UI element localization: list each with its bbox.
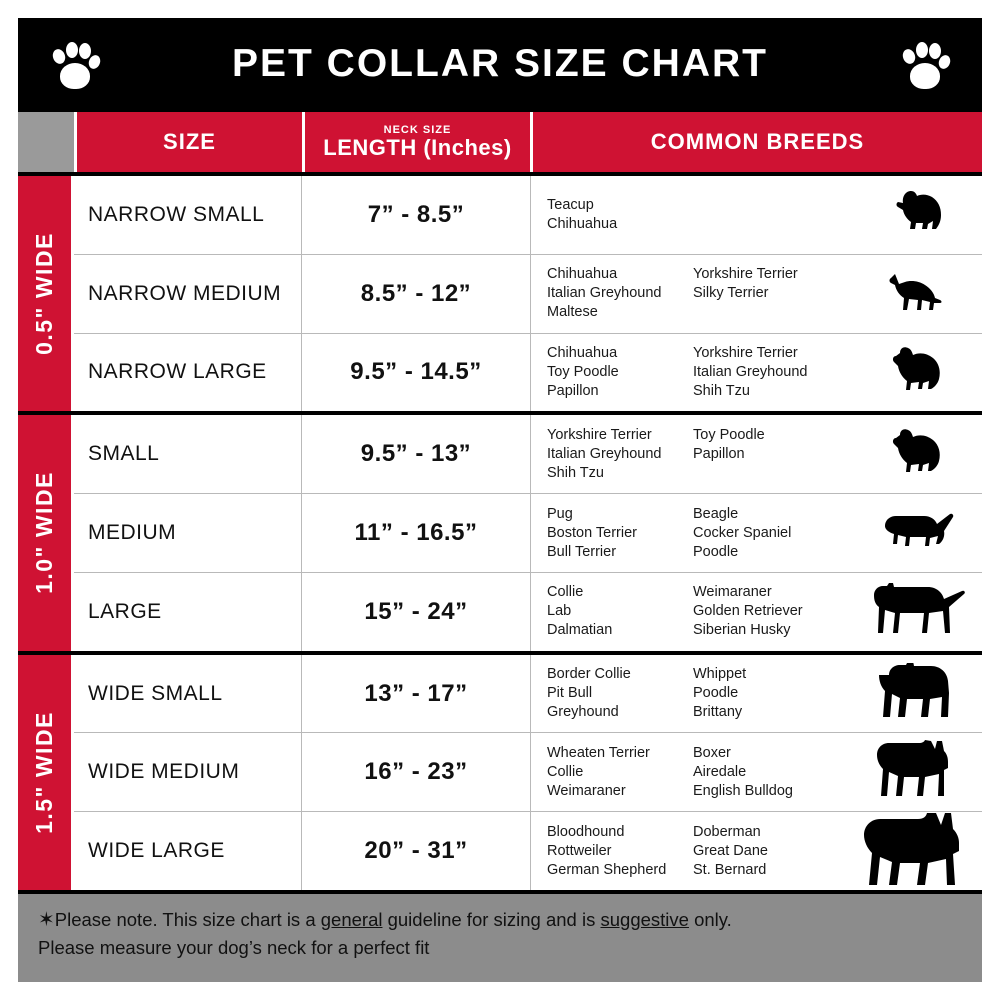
cell-length: 13” - 17” xyxy=(302,655,531,733)
table-row xyxy=(74,255,982,334)
breed-item: Bull Terrier xyxy=(547,543,617,560)
paw-icon xyxy=(898,37,952,91)
table-row xyxy=(74,573,982,651)
breed-item: Weimaraner xyxy=(693,584,772,601)
breed-column-2 xyxy=(693,426,839,483)
group-rows xyxy=(74,655,982,890)
group-width-label xyxy=(18,415,74,650)
footer-note xyxy=(18,890,982,982)
column-header-length xyxy=(305,112,533,172)
breed-item: Cocker Spaniel xyxy=(693,524,792,541)
size-table xyxy=(18,110,982,890)
breed-item: Airedale xyxy=(693,763,747,780)
footer-text-b: guideline for sizing and is xyxy=(382,909,601,930)
group-1-0-wide xyxy=(18,411,982,650)
dog-papillon-icon xyxy=(862,345,982,399)
breed-item: Whippet xyxy=(693,666,747,683)
table-row xyxy=(74,812,982,890)
breed-item: Silky Terrier xyxy=(693,285,769,302)
cell-size: SMALL xyxy=(74,415,302,493)
cell-length: 20” - 31” xyxy=(302,812,531,890)
breed-column-2 xyxy=(693,196,839,234)
cell-length: 8.5” - 12” xyxy=(302,255,531,333)
breed-item: Boxer xyxy=(693,744,731,761)
breed-item: English Bulldog xyxy=(693,782,793,799)
dog-retriever-icon xyxy=(862,583,982,641)
breed-item: St. Bernard xyxy=(693,861,767,878)
breed-item: Pit Bull xyxy=(547,685,593,702)
footer-text-a: Please note. This size chart is a xyxy=(54,909,321,930)
breed-item: Greyhound xyxy=(547,704,619,721)
page-title: PET COLLAR SIZE CHART xyxy=(232,42,768,85)
breed-item: Teacup xyxy=(547,196,594,213)
cell-breeds xyxy=(531,733,982,811)
dog-yorkie-icon xyxy=(862,189,982,241)
footer-underline-suggestive: suggestive xyxy=(600,909,689,930)
group-rows xyxy=(74,415,982,650)
breed-item: Papillon xyxy=(693,445,745,462)
breed-column-1 xyxy=(547,823,693,880)
breed-item: Siberian Husky xyxy=(693,622,791,639)
breed-column-2 xyxy=(693,344,839,401)
cell-breeds xyxy=(531,255,982,333)
breed-item: Rottweiler xyxy=(547,842,612,859)
breed-item: Weimaraner xyxy=(547,782,626,799)
breed-item: Bloodhound xyxy=(547,823,625,840)
paw-icon xyxy=(48,37,102,91)
table-row xyxy=(74,733,982,812)
cell-size: NARROW LARGE xyxy=(74,334,302,412)
group-width-label-text: 1.0" WIDE xyxy=(31,471,58,595)
breed-item: Golden Retriever xyxy=(693,603,803,620)
cell-length: 11” - 16.5” xyxy=(302,494,531,572)
footer-line-1 xyxy=(38,906,962,934)
breed-item: Boston Terrier xyxy=(547,524,637,541)
group-width-label xyxy=(18,655,74,890)
cell-breeds xyxy=(531,573,982,651)
breed-item: Yorkshire Terrier xyxy=(693,266,798,283)
breed-column-1 xyxy=(547,196,693,234)
asterisk-icon: ✶ xyxy=(38,909,55,931)
breed-column-2 xyxy=(693,505,839,562)
column-header-size: SIZE xyxy=(77,112,305,172)
breed-column-1 xyxy=(547,583,693,640)
cell-length: 15” - 24” xyxy=(302,573,531,651)
footer-text-c: only. xyxy=(688,909,732,930)
breed-column-2 xyxy=(693,744,839,801)
breed-item: Border Collie xyxy=(547,666,631,683)
breed-item: Italian Greyhound xyxy=(547,445,662,462)
breed-column-2 xyxy=(693,665,839,722)
breed-item: Papillon xyxy=(547,382,599,399)
breed-item: Lab xyxy=(547,603,572,620)
dog-doberman-icon xyxy=(862,811,982,891)
cell-breeds xyxy=(531,655,982,733)
breed-item: Shih Tzu xyxy=(547,464,604,481)
breed-item: Collie xyxy=(547,584,584,601)
breed-item: Italian Greyhound xyxy=(693,363,808,380)
cell-size: WIDE SMALL xyxy=(74,655,302,733)
chart-frame xyxy=(18,18,982,982)
column-header-breeds: COMMON BREEDS xyxy=(533,112,982,172)
breed-item: Toy Poodle xyxy=(693,426,765,443)
breed-item: Poodle xyxy=(693,543,739,560)
breed-item: Toy Poodle xyxy=(547,363,619,380)
cell-size: NARROW MEDIUM xyxy=(74,255,302,333)
breed-item: Shih Tzu xyxy=(693,382,750,399)
table-row xyxy=(74,415,982,494)
breed-column-1 xyxy=(547,744,693,801)
dog-chihuahua-icon xyxy=(862,268,982,320)
breed-item: Beagle xyxy=(693,505,739,522)
breed-column-1 xyxy=(547,344,693,401)
column-header-neck-size: NECK SIZE xyxy=(383,123,452,136)
breed-item: Brittany xyxy=(693,704,743,721)
cell-length: 7” - 8.5” xyxy=(302,176,531,254)
breed-item: Pug xyxy=(547,505,573,522)
breed-column-1 xyxy=(547,665,693,722)
footer-line-2: Please measure your dog’s neck for a perfect fit xyxy=(38,937,430,958)
table-row xyxy=(74,494,982,573)
breed-item: Italian Greyhound xyxy=(547,285,662,302)
breed-column-1 xyxy=(547,426,693,483)
cell-breeds xyxy=(531,415,982,493)
cell-breeds xyxy=(531,812,982,890)
cell-size: NARROW SMALL xyxy=(74,176,302,254)
breed-item: Chihuahua xyxy=(547,215,618,232)
table-row xyxy=(74,334,982,412)
cell-breeds xyxy=(531,334,982,412)
table-row xyxy=(74,655,982,734)
dog-pitbull-icon xyxy=(862,663,982,725)
breed-column-2 xyxy=(693,583,839,640)
breed-item: Chihuahua xyxy=(547,266,618,283)
group-width-label-text: 0.5" WIDE xyxy=(31,232,58,356)
cell-size: MEDIUM xyxy=(74,494,302,572)
chart-header xyxy=(18,18,982,110)
cell-breeds xyxy=(531,494,982,572)
breed-item: Yorkshire Terrier xyxy=(547,426,652,443)
header-spacer-cell xyxy=(18,112,77,172)
dog-beagle-icon xyxy=(862,510,982,556)
breed-item: Poodle xyxy=(693,685,739,702)
breed-item: Maltese xyxy=(547,304,598,321)
breed-item: German Shepherd xyxy=(547,861,667,878)
breed-item: Dalmatian xyxy=(547,622,613,639)
breed-item: Doberman xyxy=(693,823,761,840)
dog-boxer-icon xyxy=(862,739,982,805)
cell-length: 16” - 23” xyxy=(302,733,531,811)
breed-item: Great Dane xyxy=(693,842,768,859)
breed-column-2 xyxy=(693,823,839,880)
breed-column-1 xyxy=(547,265,693,322)
breed-item: Wheaten Terrier xyxy=(547,744,650,761)
group-1-5-wide xyxy=(18,651,982,890)
cell-size: LARGE xyxy=(74,573,302,651)
table-row xyxy=(74,176,982,255)
breed-item: Chihuahua xyxy=(547,344,618,361)
group-width-label-text: 1.5" WIDE xyxy=(31,710,58,834)
breed-item: Collie xyxy=(547,763,584,780)
group-0-5-wide xyxy=(18,172,982,411)
cell-length: 9.5” - 13” xyxy=(302,415,531,493)
cell-breeds xyxy=(531,176,982,254)
dog-papillon-icon xyxy=(862,427,982,481)
cell-length: 9.5” - 14.5” xyxy=(302,334,531,412)
cell-size: WIDE LARGE xyxy=(74,812,302,890)
breed-column-1 xyxy=(547,505,693,562)
group-rows xyxy=(74,176,982,411)
footer-underline-general: general xyxy=(320,909,383,930)
cell-size: WIDE MEDIUM xyxy=(74,733,302,811)
column-header-length-inches: LENGTH (Inches) xyxy=(323,134,512,160)
breed-column-2 xyxy=(693,265,839,322)
table-header-row xyxy=(18,110,982,172)
breed-item: Yorkshire Terrier xyxy=(693,344,798,361)
group-width-label xyxy=(18,176,74,411)
